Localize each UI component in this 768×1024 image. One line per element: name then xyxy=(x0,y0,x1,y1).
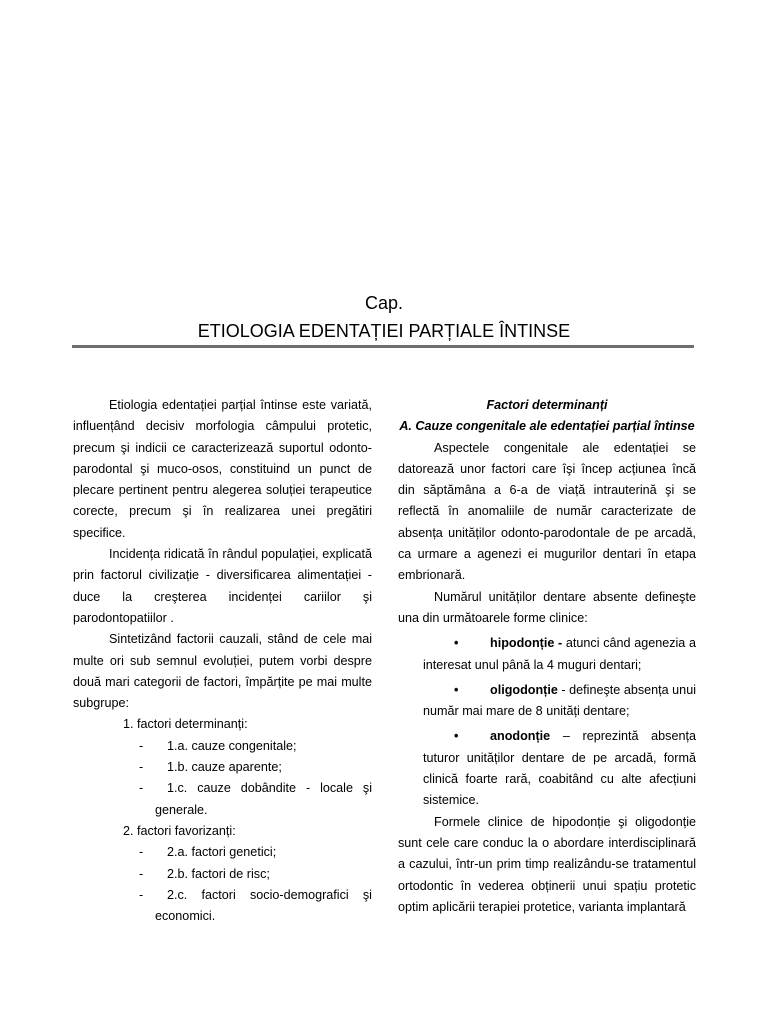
section-heading: Factori determinanți xyxy=(486,398,608,412)
list-item: - 1.c. cauze dobândite - locale şi generale. xyxy=(73,778,372,821)
bullet-marker: • xyxy=(454,636,459,651)
paragraph-interdisciplinary: Formele clinice de hipodonție şi oligodonție sunt cele care conduc la o abordare interdisciplinară a cazului, într-un prim timp realizându-se tratamentul ortodontic în vederea obținerii unui spațiu protetic optim aplicării terapiei protetice, varianta implantară xyxy=(398,814,696,914)
dash-marker: - xyxy=(139,845,144,860)
bullet-marker: • xyxy=(454,729,459,744)
list-item: - 1.b. cauze aparente; xyxy=(73,757,372,778)
chapter-title: ETIOLOGIA EDENTAȚIEI PARȚIALE ÎNTINSE xyxy=(197,321,571,341)
list-item: • anodonție – reprezintă absența tuturor unităților dentare de pe arcadă, formă clinică foarte rară, coabitând cu alte afecțiuni sistemice. xyxy=(398,726,696,811)
dash-marker: - xyxy=(139,738,144,753)
list-item: • hipodonție - atunci când agenezia a interesat unul până la 4 muguri dentari; xyxy=(398,633,696,676)
paragraph-congenital: Aspectele congenitale ale edentației se datorează unor factori care îşi încep acțiunea încă din săptămâna a 6-a de viață intrauterină şi se reflectă în anomaliile de număr caracterizate de absența unităților odonto-parodontale de pe arcadă, ca urmare a agenezi ei mugurilor dentari în etapa embrionară. xyxy=(398,440,696,583)
list-item: • oligodonție - defineşte absența unui număr mai mare de 8 unități dentare; xyxy=(398,680,696,723)
paragraph-etiology: Etiologia edentației parțial întinse este variată, influențând decisiv morfologia câmpului protetic, precum şi indicii ce caracterizează suportul odonto-parodontal şi muco-osos, constituind un punct de plecare pertinent pentru alegerea soluției terapeutice corecte, precum şi în realizarea unei pregătiri specifice. xyxy=(73,398,372,540)
term-oligodontie: oligodonție xyxy=(490,682,558,697)
list-title-determinant: 1. factori determinanți: xyxy=(123,717,248,732)
term-anodontie: anodonție xyxy=(490,729,551,744)
list-item: - 2.a. factori genetici; xyxy=(73,842,372,863)
title-rule xyxy=(72,345,694,348)
list-item: - 2.c. factori socio-demografici şi economici. xyxy=(73,885,372,928)
term-hipodontie: hipodonție - xyxy=(490,636,563,651)
chapter-heading xyxy=(0,290,768,344)
subsection-heading: A. Cauze congenitale ale edentației parțial întinse xyxy=(399,419,695,434)
list-title-favoring: 2. factori favorizanți: xyxy=(123,823,236,838)
dash-marker: - xyxy=(139,781,144,796)
dash-marker: - xyxy=(139,760,144,775)
list-item: - 1.a. cauze congenitale; xyxy=(73,736,372,757)
paragraph-incidence: Incidența ridicată în rândul populației, explicată prin factorul civilizație - diversificarea alimentației - duce la creşterea incidenței cariilor şi parodontopatiilor . xyxy=(73,547,372,625)
dash-marker: - xyxy=(139,887,144,902)
bullet-marker: • xyxy=(454,682,459,697)
paragraph-synthesis: Sintetizând factorii cauzali, stând de cele mai multe ori sub semnul evoluției, putem vorbi despre două mari categorii de factori, împărțite pe mai multe subgrupe: xyxy=(73,632,372,711)
right-column xyxy=(398,395,696,918)
left-column xyxy=(73,395,372,927)
dash-marker: - xyxy=(139,866,144,881)
chapter-label: Cap. xyxy=(364,293,404,313)
paragraph-clinical-forms: Numărul unităților dentare absente defineşte una din următoarele forme clinice: xyxy=(398,589,696,625)
list-item: - 2.b. factori de risc; xyxy=(73,864,372,885)
